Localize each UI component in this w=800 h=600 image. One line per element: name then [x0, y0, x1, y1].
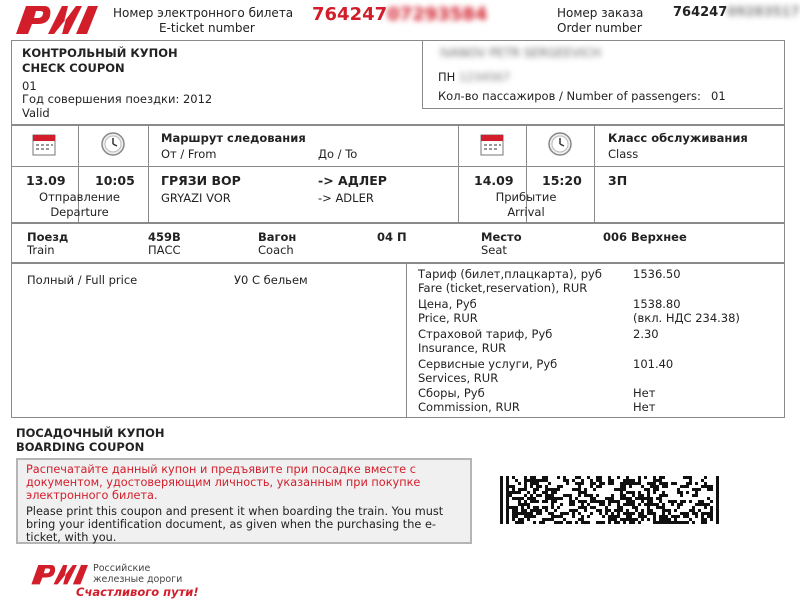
fare-row-value: 101.40: [633, 357, 674, 371]
passengers-label: Кол-во пассажиров / Number of passengers:: [438, 89, 701, 103]
fare-type: Полный / Full price: [27, 273, 138, 287]
ticket-status: Valid: [22, 106, 50, 120]
coach-number: 04 П: [377, 230, 407, 244]
boarding-coupon-title-en: BOARDING COUPON: [16, 440, 145, 454]
fare-row-label-ru: Сервисные услуги, Руб: [418, 357, 558, 371]
class-label-en: Class: [608, 147, 639, 161]
from-label: От / From: [161, 147, 217, 161]
departure-date: 13.09: [26, 173, 66, 188]
seat-value: 006 Верхнее: [603, 230, 687, 244]
to-label: До / To: [318, 147, 358, 161]
fare-row-label-en: Commission, RUR: [418, 400, 520, 414]
class-label-ru: Класс обслуживания: [608, 131, 748, 145]
fare-row-value-2: Нет: [633, 400, 656, 414]
calendar-icon: [480, 132, 504, 159]
fare-row-label-en: Fare (ticket,reservation), RUR: [418, 281, 588, 295]
order-number-label-en: Order number: [557, 21, 642, 35]
ticket-number: 76424707293584: [312, 4, 488, 25]
train-label-ru: Поезд: [27, 230, 69, 244]
barcode: [500, 476, 722, 524]
document-id: ПН 1234567: [438, 70, 511, 84]
calendar-icon: [32, 132, 56, 159]
from-station-ru: ГРЯЗИ ВОР: [161, 173, 241, 188]
passenger-name: IVANOV PETR SERGEEVICH: [440, 46, 601, 60]
from-station-en: GRYAZI VOR: [161, 191, 231, 205]
rzd-logo-bottom: [30, 562, 88, 586]
clock-icon: [547, 131, 573, 160]
fare-row-label-ru: Цена, Руб: [418, 297, 477, 311]
fare-row-value: 1536.50: [633, 267, 681, 281]
arrival-label-ru: Прибытие: [495, 190, 557, 204]
arrival-date: 14.09: [474, 173, 514, 188]
order-number: 76424709283517: [673, 5, 800, 20]
rzd-logo-top: [14, 2, 98, 36]
passengers-count: 01: [711, 89, 726, 103]
check-coupon-title-en: CHECK COUPON: [22, 61, 125, 75]
service-type: У0 С бельем: [234, 273, 308, 287]
departure-label-en: Departure: [50, 205, 109, 219]
arrival-label-en: Arrival: [507, 205, 545, 219]
class-value: 3П: [608, 173, 628, 188]
coach-label-ru: Вагон: [258, 230, 297, 244]
to-station-en: -> ADLER: [318, 191, 374, 205]
fare-row-vat: (вкл. НДС 234.38): [633, 311, 740, 325]
org-name: Российские железные дороги: [93, 563, 183, 585]
boarding-notice-ru: Распечатайте данный купон и предъявите при посадке вместе с документом, удостоверяющим личность, указанным при покупке электронного билета.: [26, 463, 421, 502]
coupon-code: 01: [22, 79, 37, 93]
fare-row-label-en: Services, RUR: [418, 371, 499, 385]
boarding-notice: [16, 458, 472, 544]
fare-row-label-ru: Сборы, Руб: [418, 386, 485, 400]
boarding-notice-en: Please print this coupon and present it when boarding the train. You must bring your identification document, as given when the purchasing the e-ticket, with you.: [26, 505, 444, 544]
fare-row-label-en: Insurance, RUR: [418, 341, 507, 355]
seat-label-ru: Место: [481, 230, 522, 244]
train-number: 459В: [148, 230, 181, 244]
ticket-number-label-en: E-ticket number: [159, 21, 255, 35]
trip-year: Год совершения поездки: 2012: [22, 92, 213, 106]
to-station-ru: -> АДЛЕР: [318, 173, 387, 188]
arrival-time: 15:20: [542, 173, 582, 188]
fare-row-value: 1538.80: [633, 297, 681, 311]
departure-label-ru: Отправление: [39, 190, 120, 204]
departure-time: 10:05: [95, 173, 135, 188]
fare-row-value: Нет: [633, 386, 656, 400]
boarding-coupon-title-ru: ПОСАДОЧНЫЙ КУПОН: [16, 426, 165, 440]
fare-row-label-en: Price, RUR: [418, 311, 478, 325]
clock-icon: [100, 131, 126, 160]
route-label: Маршрут следования: [161, 131, 306, 145]
fare-row-label-ru: Тариф (билет,плацкарта), руб: [418, 267, 602, 281]
coach-label-en: Coach: [258, 243, 294, 257]
good-journey-text: Счастливого пути!: [76, 585, 199, 599]
ticket-number-label-ru: Номер электронного билета: [113, 6, 294, 20]
fare-row-label-ru: Страховой тариф, Руб: [418, 327, 553, 341]
fare-row-value: 2.30: [633, 327, 659, 341]
order-number-label-ru: Номер заказа: [557, 6, 644, 20]
train-type: ПАСС: [148, 243, 181, 257]
train-label-en: Train: [27, 243, 55, 257]
seat-label-en: Seat: [481, 243, 507, 257]
check-coupon-title-ru: КОНТРОЛЬНЫЙ КУПОН: [22, 46, 178, 60]
